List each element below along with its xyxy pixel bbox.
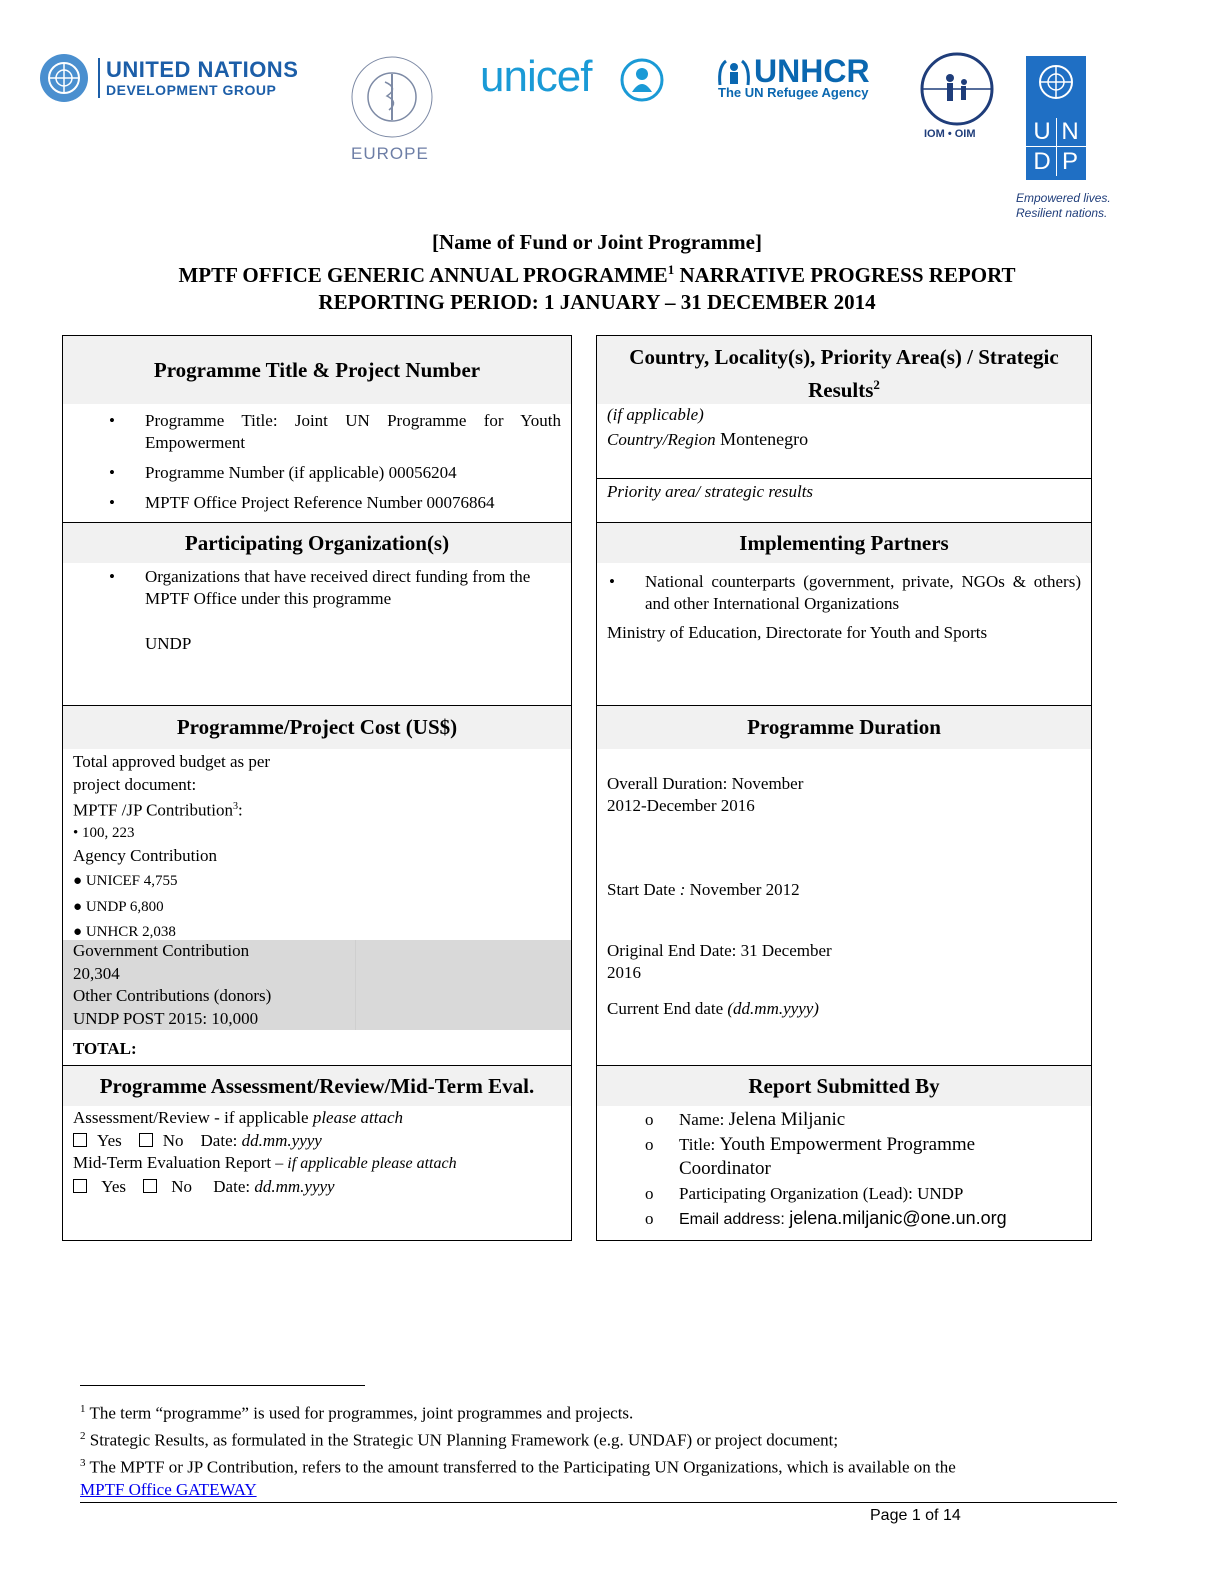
midterm-no-checkbox[interactable] (143, 1179, 157, 1193)
report-type: MPTF OFFICE GENERIC ANNUAL PROGRAMME$^1$ NARRATIVE PROGRESS REPORT (178, 262, 1016, 287)
footnote-separator (80, 1385, 365, 1386)
participating-box (62, 522, 572, 706)
unhcr-emblem-icon (716, 57, 752, 87)
agency-undp: ● UNDP 6,800 (73, 898, 164, 915)
gov-value: 20,304 (73, 963, 120, 983)
assessment-no-checkbox[interactable] (139, 1133, 153, 1147)
assessment-review: Assessment/Review - if applicable please attach (73, 1108, 403, 1127)
country-region: Country/Region Montenegro (607, 429, 809, 449)
participating-org: UNDP (145, 634, 192, 653)
undp-tagline-2: Resilient nations. (1016, 206, 1108, 220)
submitter-name: o Name: Jelena Miljanic (645, 1109, 846, 1130)
current-end-date: Current End date (dd.mm.yyyy) (607, 999, 819, 1018)
cost-box (62, 705, 572, 1066)
country-box (596, 335, 1092, 523)
submitted-heading: Report Submitted By (597, 1066, 1091, 1106)
budget-line2: project document: (73, 774, 197, 794)
programme-title-item: • Programme Title: Joint UN Programme for Youth Empowerment (109, 410, 561, 454)
gov-contribution: Government Contribution (73, 941, 250, 960)
report-title (0, 229, 1194, 316)
budget-line1: Total approved budget as per (73, 752, 271, 771)
undg-line2: DEVELOPMENT GROUP (106, 82, 277, 98)
other-contributions: Other Contributions (donors) (73, 986, 272, 1005)
iom-logo (920, 52, 1000, 146)
country-heading: Country, Locality(s), Priority Area(s) / Strategic Results$^2$ (597, 336, 1091, 404)
other-value: UNDP POST 2015: 10,000 (73, 1008, 259, 1028)
agency-contribution: Agency Contribution (73, 845, 218, 865)
implementing-partners: Ministry of Education, Directorate for Youth and Sports (607, 623, 988, 642)
total-label: TOTAL: (73, 1039, 137, 1058)
undp-tagline-1: Empowered lives. (1016, 191, 1111, 205)
undp-logo (1012, 56, 1111, 222)
programme-number-item: • Programme Number (if applicable) 00056204 (109, 462, 561, 484)
undp-letter-d: D (1033, 148, 1051, 175)
midterm-options: Yes No Date: dd.mm.yyyy (73, 1176, 571, 1199)
midterm-report: Mid-Term Evaluation Report – if applicable please attach (73, 1153, 457, 1172)
start-date: Start Date : November 2012 (607, 880, 800, 899)
project-reference-item: • MPTF Office Project Reference Number 00076864 (109, 492, 561, 514)
cost-heading: Programme/Project Cost (US$) (63, 706, 571, 749)
footnote-3: $^3$ The MPTF or JP Contribution, refers to the amount transferred to the Participating UN Organizations, which is available on the (80, 1457, 956, 1477)
mptf-gateway-link[interactable]: MPTF Office GATEWAY (80, 1480, 257, 1500)
original-end-1: Original End Date: 31 December (607, 941, 832, 960)
undp-letter-p: P (1061, 148, 1078, 175)
implementing-heading: Implementing Partners (597, 523, 1091, 563)
submitter-title-2: Coordinator (679, 1158, 771, 1179)
undp-letter-n: N (1061, 118, 1079, 145)
undp-emblem-icon (1036, 62, 1076, 102)
who-region: EUROPE (351, 144, 429, 163)
submitted-box (596, 1065, 1092, 1241)
iom-label: IOM • OIM (924, 128, 976, 140)
unicef-emblem-icon (618, 56, 666, 104)
fund-name: [Name of Fund or Joint Programme] (432, 230, 762, 254)
assessment-yes-checkbox[interactable] (73, 1133, 87, 1147)
footnote-2: $^2$ Strategic Results, as formulated in the Strategic UN Planning Framework (e.g. UNDAF) or project document; (80, 1430, 839, 1450)
midterm-yes-checkbox[interactable] (73, 1179, 87, 1193)
duration-heading: Programme Duration (597, 706, 1091, 749)
submitter-org: o Participating Organization (Lead): UNDP (645, 1183, 964, 1203)
submitter-email: o Email address: jelena.miljanic@one.un.org (645, 1208, 1007, 1228)
original-end-2: 2016 (607, 963, 641, 982)
reporting-period: REPORTING PERIOD: 1 JANUARY – 31 DECEMBER 2014 (318, 290, 876, 314)
participating-heading: Participating Organization(s) (63, 523, 571, 563)
iom-emblem-icon (920, 52, 994, 126)
assessment-options: Yes No Date: dd.mm.yyyy (73, 1130, 571, 1153)
submitter-title: o Title: Youth Empowerment Programme (645, 1133, 976, 1155)
unhcr-subtitle: The UN Refugee Agency (718, 85, 869, 100)
overall-duration-2: 2012-December 2016 (607, 796, 755, 815)
mptf-value: • 100, 223 (73, 825, 135, 842)
agency-unicef: ● UNICEF 4,755 (73, 873, 178, 890)
undg-logo (38, 52, 300, 104)
assessment-box (62, 1065, 572, 1241)
assessment-heading: Programme Assessment/Review/Mid-Term Eval. (63, 1066, 571, 1106)
contributions-shaded (63, 940, 571, 1030)
overall-duration-1: Overall Duration: November (607, 774, 804, 793)
un-emblem-icon (38, 52, 90, 104)
who-emblem-icon (347, 52, 437, 142)
agency-unhcr: ● UNHCR 2,038 (73, 924, 176, 941)
unicef-logo (480, 52, 670, 106)
unhcr-wordmark: UNHCR (754, 53, 870, 89)
page-number: Page 1 of 14 (870, 1507, 961, 1524)
if-applicable: (if applicable) (607, 405, 704, 424)
duration-box (596, 705, 1092, 1066)
footnote-1: $^1$ The term “programme” is used for programmes, joint programmes and projects. (80, 1403, 634, 1423)
who-europe-logo (345, 52, 440, 164)
programme-title-heading: Programme Title & Project Number (63, 336, 571, 404)
undp-letter-u: U (1033, 118, 1051, 145)
participating-item: • Organizations that have received direct funding from the MPTF Office under this programme (109, 566, 531, 610)
footnotes (80, 1398, 1120, 1502)
unhcr-logo (716, 55, 886, 103)
unicef-wordmark: unicef (480, 52, 592, 101)
programme-title-box (62, 335, 572, 523)
footer-rule (80, 1502, 1117, 1503)
undg-line1: UNITED NATIONS (106, 57, 299, 82)
implementing-item: • National counterparts (government, private, NGOs & others) and other International Organizations (609, 571, 1081, 615)
priority-area: Priority area/ strategic results (607, 482, 814, 501)
implementing-box (596, 522, 1092, 706)
mptf-contribution: MPTF /JP Contribution$^3$: (73, 800, 243, 820)
